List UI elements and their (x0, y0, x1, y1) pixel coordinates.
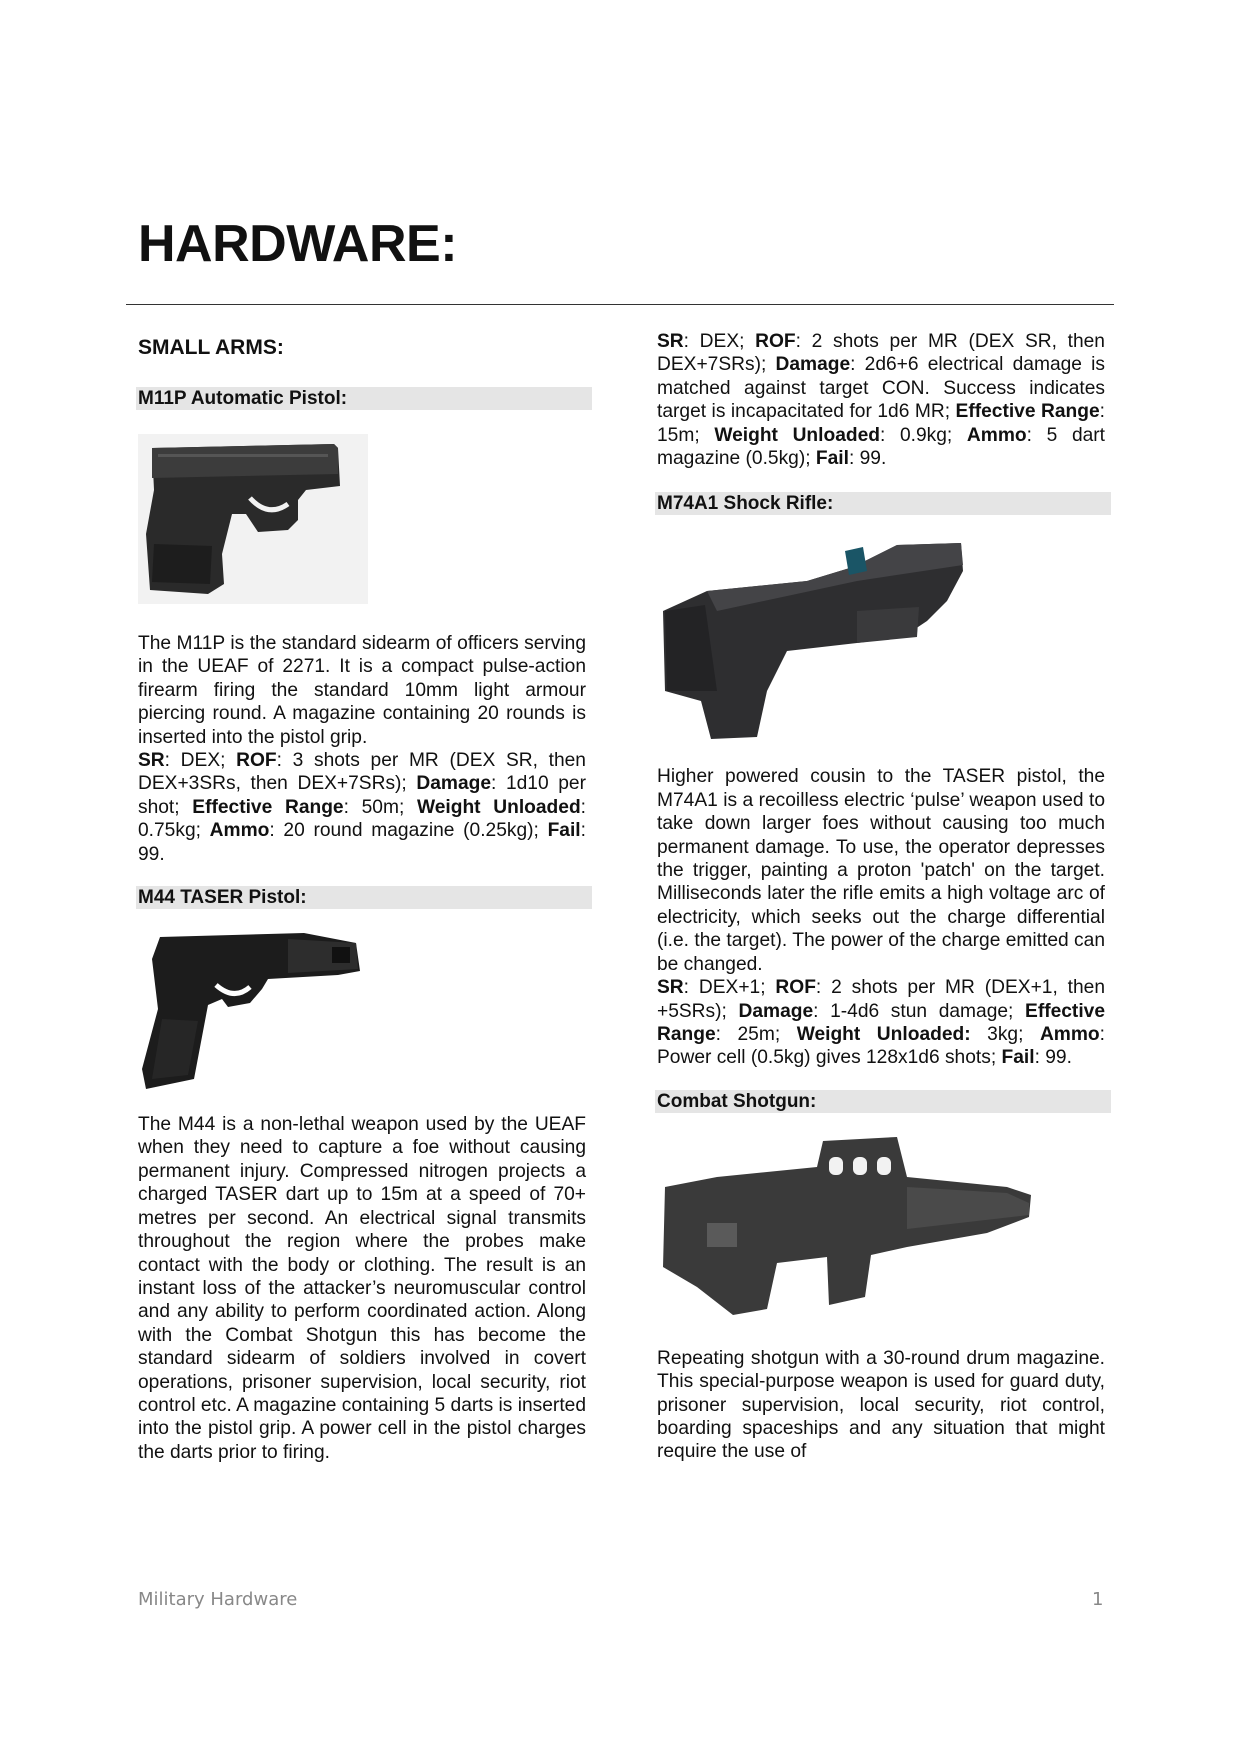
shotgun-description: Repeating shotgun with a 30-round drum magazine. This special-purpose weapon is used for guard duty, prisoner supervision, local security, riot control, boarding spaceships and any situation that might require the use of (657, 1347, 1105, 1463)
left-column (138, 336, 586, 1464)
m44-heading: M44 TASER Pistol: (136, 886, 592, 909)
m44-image (138, 929, 586, 1089)
shotgun-heading: Combat Shotgun: (655, 1090, 1111, 1113)
m74a1-description: Higher powered cousin to the TASER pistol, the M74A1 is a recoilless electric ‘pulse’ weapon used to take down larger foes without causing too much permanent damage. To use, the operator depresses the trigger, painting a proton 'patch' on the target. Milliseconds later the rifle emits a high voltage arc of electricity, which seeks out the charge differential (i.e. the target). The power of the charge emitted can be changed. (657, 766, 1105, 975)
shotgun-illustration (657, 1137, 1037, 1321)
pistol-illustration (138, 434, 368, 604)
m44-description: The M44 is a non-lethal weapon used by the UEAF when they need to capture a foe without causing permanent injury. Compressed nitrogen projects a charged TASER dart up to 15m at a speed of 70+ metres per second. An electrical signal transmits throughout the region where the probes make contact with the body or clothing. The result is an instant loss of the attacker’s neuromuscular control and any ability to perform coordinated action. Along with the Combat Shotgun this has become the standard sidearm of soldiers involved in covert operations, prisoner supervision, local security, riot control etc. A magazine containing 5 darts is inserted into the pistol grip. A power cell in the pistol charges the darts prior to firing. (138, 1114, 586, 1463)
taser-illustration (138, 929, 368, 1089)
m11p-stats: SR: DEX; ROF: 3 shots per MR (DEX SR, then DEX+3SRs, then DEX+7SRs); Damage: 1d10 per shot; Effective Range: 50m; Weight Unloaded: 0.75kg; Ammo: 20 round magazine (0.25kg); Fail: 99. (138, 750, 587, 865)
m74a1-image (657, 541, 1105, 741)
footer-document-title: Military Hardware (138, 1589, 298, 1610)
section-heading: SMALL ARMS: (138, 336, 284, 359)
footer-page-number: 1 (1092, 1589, 1104, 1610)
m74a1-heading: M74A1 Shock Rifle: (655, 492, 1111, 515)
m11p-description: The M11P is the standard sidearm of officers serving in the UEAF of 2271. It is a compact pulse-action firearm firing the standard 10mm light armour piercing round. A magazine containing 20 rounds is inserted into the pistol grip. (138, 633, 586, 748)
m11p-heading: M11P Automatic Pistol: (136, 387, 592, 410)
m74a1-stats: SR: DEX+1; ROF: 2 shots per MR (DEX+1, then +5SRs); Damage: 1-4d6 stun damage; Effective Range: 25m; Weight Unloaded: 3kg; Ammo: Power cell (0.5kg) gives 128x1d6 shots; Fail: 99. (657, 977, 1105, 1069)
right-column (657, 330, 1105, 1464)
shock-rifle-illustration (657, 541, 967, 741)
shotgun-image (657, 1137, 1105, 1321)
m11p-image (138, 434, 586, 604)
m44-stats: SR: DEX; ROF: 2 shots per MR (DEX SR, then DEX+7SRs); Damage: 2d6+6 electrical damage is matched against target CON. Success indicates target is incapacitated for 1d6 MR; Effective Range: 15m; Weight Unloaded: 0.9kg; Ammo: 5 dart magazine (0.5kg); Fail: 99. (657, 331, 1106, 470)
title-divider (126, 304, 1114, 305)
page-title: HARDWARE: (138, 215, 458, 273)
